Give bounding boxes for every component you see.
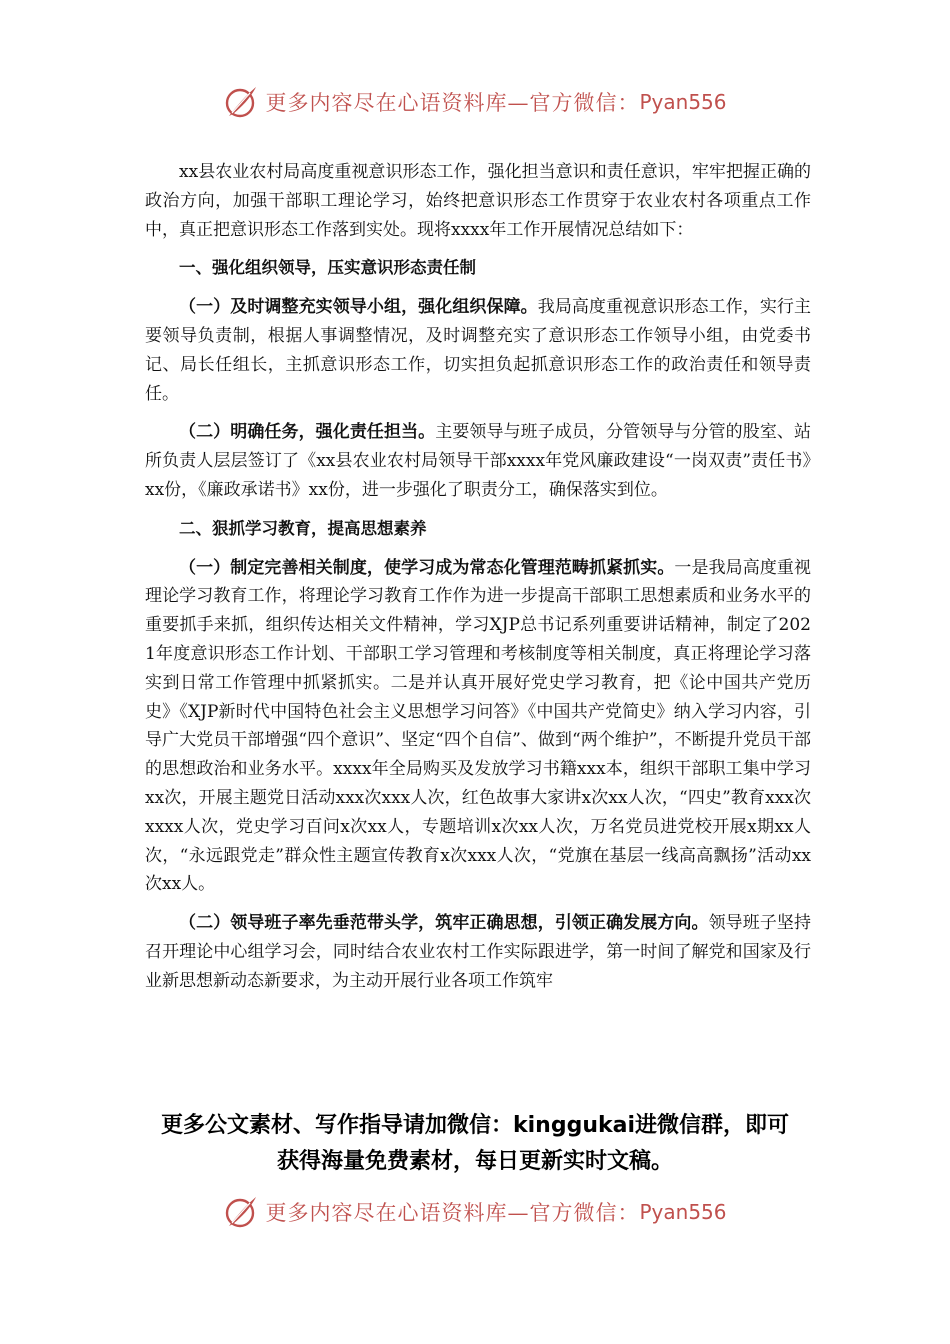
promo-line-2: 获得海量免费素材，每日更新实时文稿。 — [276, 1149, 673, 1174]
paragraph-lead: （一）及时调整充实领导小组，强化组织保障。 — [179, 297, 538, 318]
section-1-heading: 一、强化组织领导，压实意识形态责任制 — [179, 258, 476, 278]
watermark-banner-top — [0, 80, 950, 124]
paragraph-body: 一是我局高度重视理论学习教育工作，将理论学习教育工作作为进一步提高干部职工思想素质和业务水平的重要抓手来抓，组织传达相关文件精神，学习XJP总书记系列重要讲话精神，制定了2021年度意识形态工作计划、干部职工学习管理和考核制度等相关制度，真正将理论学习落实到日常工作管理中抓紧抓实。二是并认真开展好党史学习教育，把《论中国共产党历史》《XJP新时代中国特色社会主义思想学习问答》《中国共产党简史》纳入学习内容，引导广大党员干部增强“四个意识”、坚定“四个自信”、做到“两个维护”，不断提升党员干部的思想政治和业务水平。xxxx年全局购买及发放学习书籍xxx本，组织干部职工集中学习xx次，开展主题党日活动xxx次xxx人次，红色故事大家讲x次xx人次，“四史”教育xxx次xxxx人次，党史学习百问x次xx人，专题培训x次xx人次，万名党员进党校开展x期xx人次，“永远跟党走”群众性主题宣传教育x次xxx人次，“党旗在基层一线高高飘扬”活动xx次xx人。 — [145, 557, 812, 895]
section-1-paragraph-2 — [145, 418, 811, 504]
intro-paragraph: xx县农业农村局高度重视意识形态工作，强化担当意识和责任意识，牢牢把握正确的政治方向，加强干部职工理论学习，始终把意识形态工作贯穿于农业农村各项重点工作中，真正把意识形态工作落到实处。现将xxxx年工作开展情况总结如下： — [145, 162, 811, 240]
paragraph-lead: （二）领导班子率先垂范带头学，筑牢正确思想，引领正确发展方向。 — [179, 913, 709, 934]
section-2-paragraph-1 — [145, 554, 811, 900]
feather-logo-icon — [223, 84, 259, 120]
paragraph-body: 主要领导与班子成员，分管领导与分管的股室、站所负责人层层签订了《xx县农业农村局领导干部xxxx年党风廉政建设“一岗双责”责任书》xx份，《廉政承诺书》xx份，进一步强化了职责分工，确保落实到位。 — [145, 422, 811, 500]
watermark-text: 更多内容尽在心语资料库—官方微信： — [265, 91, 640, 115]
section-2-heading: 二、狠抓学习教育，提高思想素养 — [179, 518, 427, 538]
watermark-banner-bottom — [0, 1190, 950, 1234]
section-2-paragraph-2 — [145, 909, 811, 995]
watermark-wechat-id: Pyan556 — [639, 90, 727, 114]
feather-logo-icon — [223, 1194, 259, 1230]
paragraph-body: 领导班子坚持召开理论中心组学习会，同时结合农业农村工作实际跟进学，第一时间了解党和国家及行业新思想新动态新要求，为主动开展行业各项工作筑牢 — [145, 913, 812, 991]
section-1-paragraph-1 — [145, 293, 811, 408]
document-body — [145, 158, 811, 996]
watermark-wechat-id: Pyan556 — [639, 1200, 727, 1224]
paragraph-lead: （一）制定完善相关制度，使学习成为常态化管理范畴抓紧抓实。 — [179, 557, 675, 578]
promo-block — [0, 1108, 950, 1180]
watermark-text: 更多内容尽在心语资料库—官方微信： — [265, 1201, 640, 1225]
promo-line-1: 更多公文素材、写作指导请加微信：kinggukai进微信群，即可 — [160, 1113, 789, 1138]
paragraph-lead: （二）明确任务，强化责任担当。 — [179, 422, 436, 443]
paragraph-body: 我局高度重视意识形态工作，实行主要领导负责制，根据人事调整情况，及时调整充实了意识形态工作领导小组，由党委书记、局长任组长，主抓意识形态工作，切实担负起抓意识形态工作的政治责任和领导责任。 — [145, 297, 811, 404]
